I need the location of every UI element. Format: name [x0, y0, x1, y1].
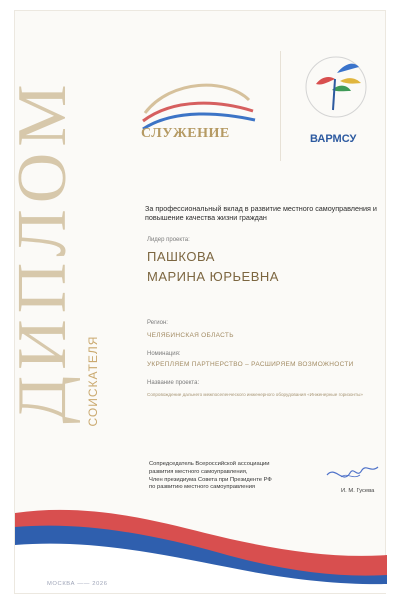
project-name-value: Сопровождение дальнего межпоселенческого инженерного оборудования «Инженерные горизонты»: [147, 392, 363, 397]
award-intro: За профессиональный вклад в развитие местного самоуправления и повышение качества жизни граждан: [145, 204, 377, 222]
varmsu-logo: [293, 49, 379, 157]
footer-line-4: по развитию местного самоуправления: [149, 484, 256, 491]
vertical-title-svg: [4, 31, 107, 461]
signatory-title: [149, 461, 339, 492]
leader-name: МАРИНА ЮРЬЕВНА: [147, 269, 279, 284]
varmsu-emblem-icon: [293, 49, 379, 129]
city-name: МОСКВА: [47, 581, 76, 587]
vertical-title: [4, 31, 107, 461]
vertical-diploma-text: ДИПЛОМ: [4, 78, 81, 424]
leader-surname: ПАШКОВА: [147, 249, 215, 264]
diploma-page: [4, 10, 386, 594]
sluzhenie-logo: [133, 63, 265, 155]
year-separator: ——: [77, 581, 93, 587]
varmsu-title: ВАРМСУ: [310, 133, 357, 145]
place-date: [47, 581, 108, 587]
signature-scribble-icon: [323, 455, 387, 491]
footer-line-1: Сопредседатель Всероссийской ассоциации: [149, 461, 270, 467]
logo-divider: [280, 51, 281, 161]
vertical-candidate-text: СОИСКАТЕЛЯ: [86, 335, 100, 427]
region-value: ЧЕЛЯБИНСКАЯ ОБЛАСТЬ: [147, 332, 234, 339]
footer-line-2: развития местного самоуправления,: [149, 468, 248, 475]
nomination-label: Номинация:: [147, 351, 181, 357]
nomination-value: УКРЕПЛЯЕМ ПАРТНЕРСТВО – РАСШИРЯЕМ ВОЗМОЖНОСТИ: [147, 361, 354, 368]
footer-line-3: Член президиума Совета при Президенте РФ: [149, 476, 272, 483]
sluzhenie-title: СЛУЖЕНИЕ: [141, 126, 230, 141]
signatory-name: И. М. Гусева: [341, 488, 375, 494]
project-name-label: Название проекта:: [147, 380, 200, 386]
year-value: 2026: [92, 581, 108, 587]
region-label: Регион:: [147, 320, 168, 326]
leader-label: Лидер проекта:: [147, 237, 190, 243]
bottom-waves: [15, 501, 387, 593]
